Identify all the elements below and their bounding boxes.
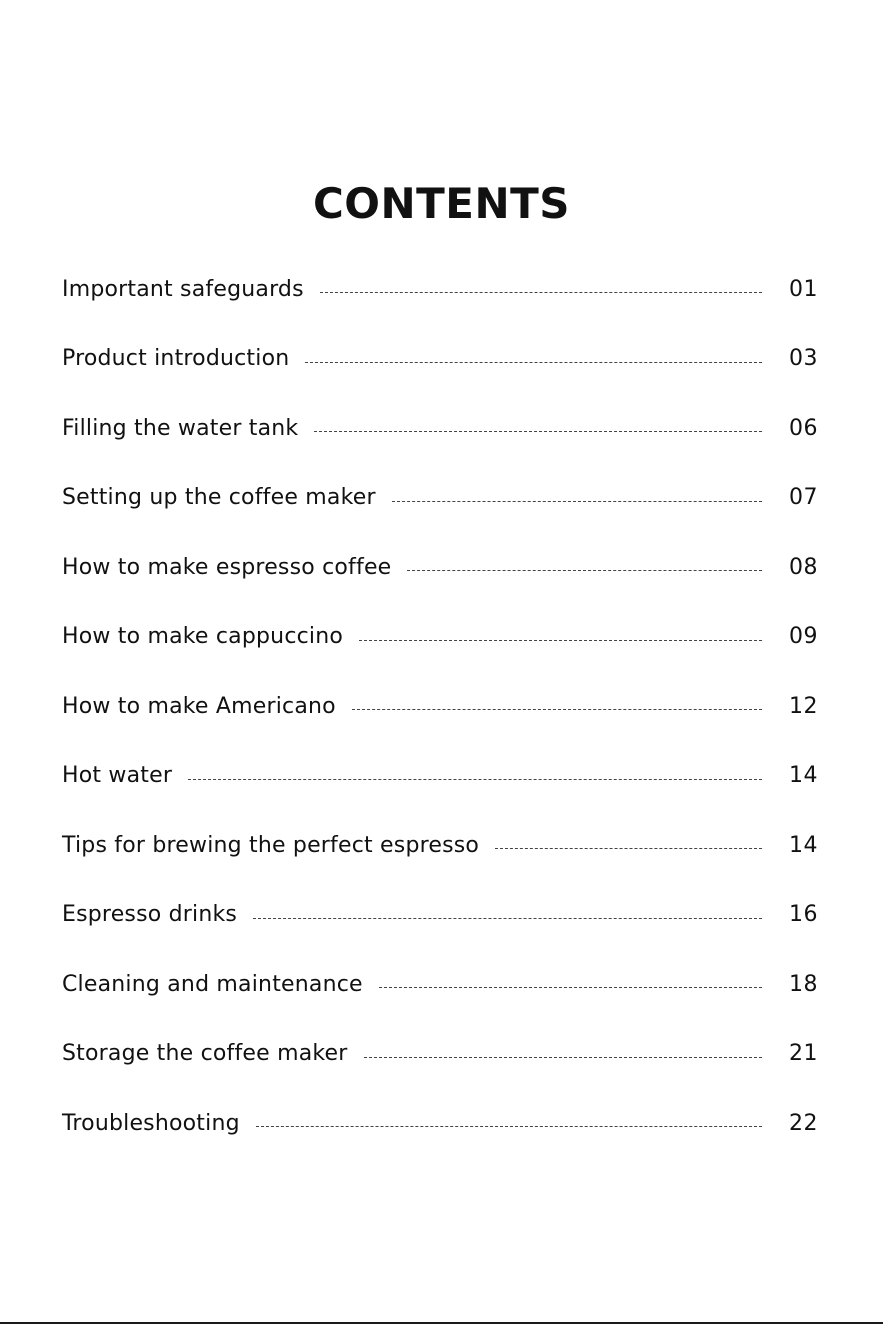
- toc-entry-label: Filling the water tank: [62, 415, 299, 441]
- toc-entry-cappuccino[interactable]: [62, 603, 818, 673]
- toc-entry-label: How to make cappuccino: [62, 624, 344, 650]
- toc-page-number: 06: [789, 415, 818, 441]
- dotted-leader: [407, 570, 762, 571]
- toc-entry-espresso-coffee[interactable]: [62, 533, 818, 603]
- toc-page-number: 12: [789, 693, 818, 719]
- dotted-leader: [305, 362, 762, 363]
- toc-page-number: 14: [789, 832, 818, 858]
- toc-entry-label: Setting up the coffee maker: [62, 485, 376, 511]
- toc-entry-troubleshooting[interactable]: [62, 1089, 818, 1159]
- toc-entry-label: Product introduction: [62, 346, 290, 372]
- toc-entry-setting-up[interactable]: [62, 464, 818, 534]
- dotted-leader: [379, 987, 762, 988]
- toc-entry-tips-perfect-espresso[interactable]: [62, 811, 818, 881]
- toc-page-number: 08: [789, 554, 818, 580]
- dotted-leader: [314, 431, 762, 432]
- toc-page-number: 01: [789, 276, 818, 302]
- table-of-contents: [62, 255, 818, 1159]
- dotted-leader: [495, 848, 762, 849]
- dotted-leader: [320, 292, 762, 293]
- toc-page-number: 07: [789, 485, 818, 511]
- dotted-leader: [253, 918, 762, 919]
- toc-entry-important-safeguards[interactable]: [62, 255, 818, 325]
- toc-entry-label: How to make espresso coffee: [62, 554, 392, 580]
- toc-entry-label: Espresso drinks: [62, 902, 238, 928]
- toc-entry-storage[interactable]: [62, 1020, 818, 1090]
- toc-entry-product-introduction[interactable]: [62, 325, 818, 395]
- toc-entry-cleaning-maintenance[interactable]: [62, 950, 818, 1020]
- toc-entry-filling-water-tank[interactable]: [62, 394, 818, 464]
- dotted-leader: [359, 640, 762, 641]
- dotted-leader: [256, 1126, 762, 1127]
- toc-page-number: 21: [789, 1041, 818, 1067]
- toc-entry-label: Troubleshooting: [62, 1110, 240, 1136]
- toc-entry-hot-water[interactable]: [62, 742, 818, 812]
- toc-page-number: 09: [789, 624, 818, 650]
- toc-page-number: 14: [789, 763, 818, 789]
- toc-entry-label: Important safeguards: [62, 276, 304, 302]
- toc-entry-label: How to make Americano: [62, 693, 336, 719]
- dotted-leader: [392, 501, 762, 502]
- toc-page-number: 18: [789, 971, 818, 997]
- toc-entry-label: Hot water: [62, 763, 173, 789]
- toc-entry-label: Storage the coffee maker: [62, 1041, 348, 1067]
- toc-page-number: 03: [789, 346, 818, 372]
- page-title: CONTENTS: [312, 179, 571, 229]
- toc-entry-label: Tips for brewing the perfect espresso: [62, 832, 480, 858]
- toc-page-number: 16: [789, 902, 818, 928]
- toc-entry-americano[interactable]: [62, 672, 818, 742]
- toc-page-number: 22: [789, 1110, 818, 1136]
- toc-entry-espresso-drinks[interactable]: [62, 881, 818, 951]
- dotted-leader: [188, 779, 762, 780]
- dotted-leader: [364, 1057, 762, 1058]
- dotted-leader: [352, 709, 762, 710]
- toc-entry-label: Cleaning and maintenance: [62, 971, 363, 997]
